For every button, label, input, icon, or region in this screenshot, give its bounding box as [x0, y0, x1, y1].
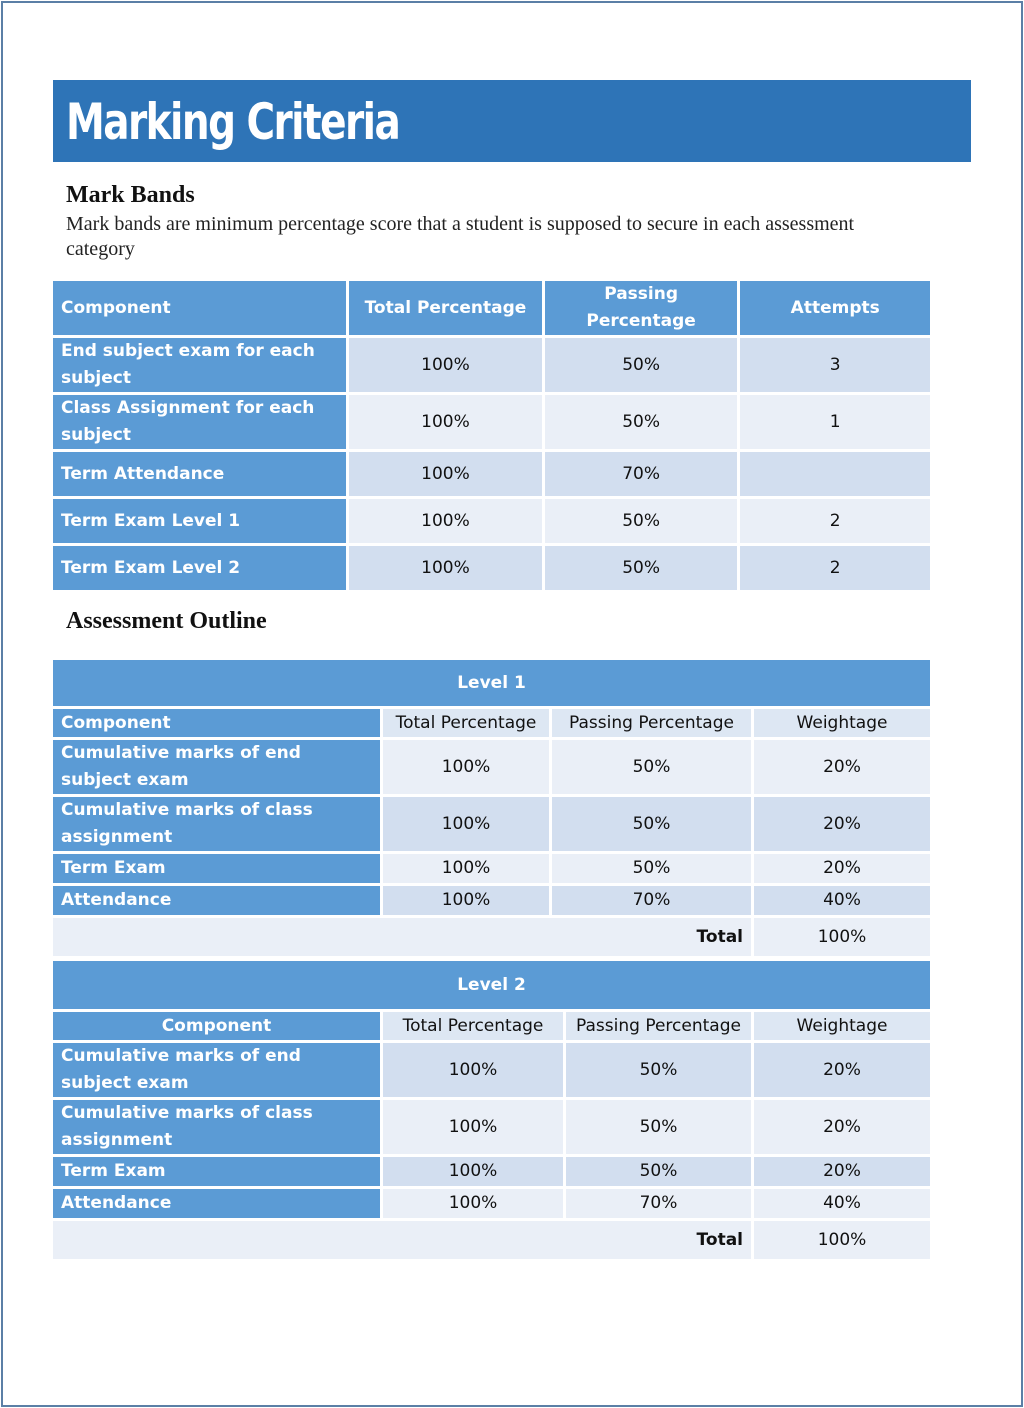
mark-bands-table: [50, 278, 933, 593]
table-row: [53, 1189, 930, 1218]
column-header: Total Percentage: [383, 1012, 563, 1040]
weightage-cell: 20%: [754, 854, 930, 883]
passing-cell: 50%: [566, 1157, 751, 1186]
table-row: [53, 499, 930, 543]
table-row: [53, 1043, 930, 1097]
passing-cell: 50%: [545, 546, 738, 590]
attempts-cell: 3: [740, 338, 930, 392]
column-header: Weightage: [754, 1012, 930, 1040]
assessment-outline-heading: Assessment Outline: [66, 608, 267, 634]
total-row: [53, 918, 930, 956]
passing-cell: 50%: [552, 740, 751, 794]
passing-cell: 50%: [552, 854, 751, 883]
total-label: Total: [53, 1221, 751, 1259]
weightage-cell: 20%: [754, 740, 930, 794]
weightage-cell: 20%: [754, 1043, 930, 1097]
weightage-cell: 40%: [754, 1189, 930, 1218]
weightage-cell: 20%: [754, 797, 930, 851]
title-banner: [53, 80, 971, 162]
component-cell: Cumulative marks of end subject exam: [53, 740, 380, 794]
total-cell: 100%: [349, 395, 542, 449]
level-header-row: [53, 660, 930, 706]
total-cell: 100%: [383, 797, 549, 851]
column-header: Weightage: [754, 709, 930, 737]
component-cell: Cumulative marks of class assignment: [53, 1100, 380, 1154]
attempts-cell: [740, 452, 930, 496]
mark-bands-description: Mark bands are minimum percentage score that a student is supposed to secure in each assessment category: [66, 213, 855, 260]
table-row: [53, 740, 930, 794]
level-title: Level 2: [53, 961, 930, 1009]
column-header: Component: [53, 281, 346, 335]
total-cell: 100%: [383, 740, 549, 794]
column-header: Component: [53, 709, 380, 737]
table-header-row: [53, 709, 930, 737]
component-cell: Attendance: [53, 1189, 380, 1218]
total-cell: 100%: [383, 1157, 563, 1186]
column-header: Total Percentage: [383, 709, 549, 737]
column-header: Passing Percentage: [566, 1012, 751, 1040]
column-header: Passing Percentage: [545, 281, 738, 335]
table-row: [53, 546, 930, 590]
component-cell: Class Assignment for each subject: [53, 395, 346, 449]
passing-cell: 50%: [545, 395, 738, 449]
table-row: [53, 1100, 930, 1154]
total-cell: 100%: [383, 1043, 563, 1097]
column-header: Component: [53, 1012, 380, 1040]
level-1-table: [50, 657, 933, 959]
passing-cell: 50%: [552, 797, 751, 851]
level-title: Level 1: [53, 660, 930, 706]
total-label: Total: [53, 918, 751, 956]
table-row: [53, 886, 930, 915]
total-cell: 100%: [349, 338, 542, 392]
passing-cell: 50%: [545, 338, 738, 392]
total-cell: 100%: [383, 1189, 563, 1218]
column-header: Attempts: [740, 281, 930, 335]
component-cell: Term Exam Level 1: [53, 499, 346, 543]
passing-cell: 70%: [566, 1189, 751, 1218]
level-header-row: [53, 961, 930, 1009]
weightage-cell: 20%: [754, 1157, 930, 1186]
page-title: Marking Criteria: [66, 93, 400, 151]
passing-cell: 50%: [566, 1043, 751, 1097]
passing-cell: 70%: [545, 452, 738, 496]
total-cell: 100%: [383, 854, 549, 883]
passing-cell: 50%: [545, 499, 738, 543]
total-cell: 100%: [383, 886, 549, 915]
table-row: [53, 452, 930, 496]
weightage-cell: 20%: [754, 1100, 930, 1154]
table-header-row: [53, 281, 930, 335]
attempts-cell: 2: [740, 499, 930, 543]
component-cell: Cumulative marks of class assignment: [53, 797, 380, 851]
table-row: [53, 338, 930, 392]
total-cell: 100%: [349, 499, 542, 543]
total-cell: 100%: [383, 1100, 563, 1154]
total-value: 100%: [754, 1221, 930, 1259]
component-cell: Term Exam Level 2: [53, 546, 346, 590]
component-cell: Attendance: [53, 886, 380, 915]
component-cell: End subject exam for each subject: [53, 338, 346, 392]
total-cell: 100%: [349, 452, 542, 496]
total-cell: 100%: [349, 546, 542, 590]
table-row: [53, 797, 930, 851]
column-header: Passing Percentage: [552, 709, 751, 737]
weightage-cell: 40%: [754, 886, 930, 915]
total-row: [53, 1221, 930, 1259]
table-row: [53, 854, 930, 883]
column-header: Total Percentage: [349, 281, 542, 335]
table-row: [53, 1157, 930, 1186]
attempts-cell: 1: [740, 395, 930, 449]
mark-bands-heading: Mark Bands: [66, 182, 195, 208]
component-cell: Cumulative marks of end subject exam: [53, 1043, 380, 1097]
total-value: 100%: [754, 918, 930, 956]
component-cell: Term Exam: [53, 1157, 380, 1186]
passing-cell: 50%: [566, 1100, 751, 1154]
component-cell: Term Exam: [53, 854, 380, 883]
attempts-cell: 2: [740, 546, 930, 590]
level-2-table: [50, 958, 933, 1262]
component-cell: Term Attendance: [53, 452, 346, 496]
table-row: [53, 395, 930, 449]
table-header-row: [53, 1012, 930, 1040]
passing-cell: 70%: [552, 886, 751, 915]
